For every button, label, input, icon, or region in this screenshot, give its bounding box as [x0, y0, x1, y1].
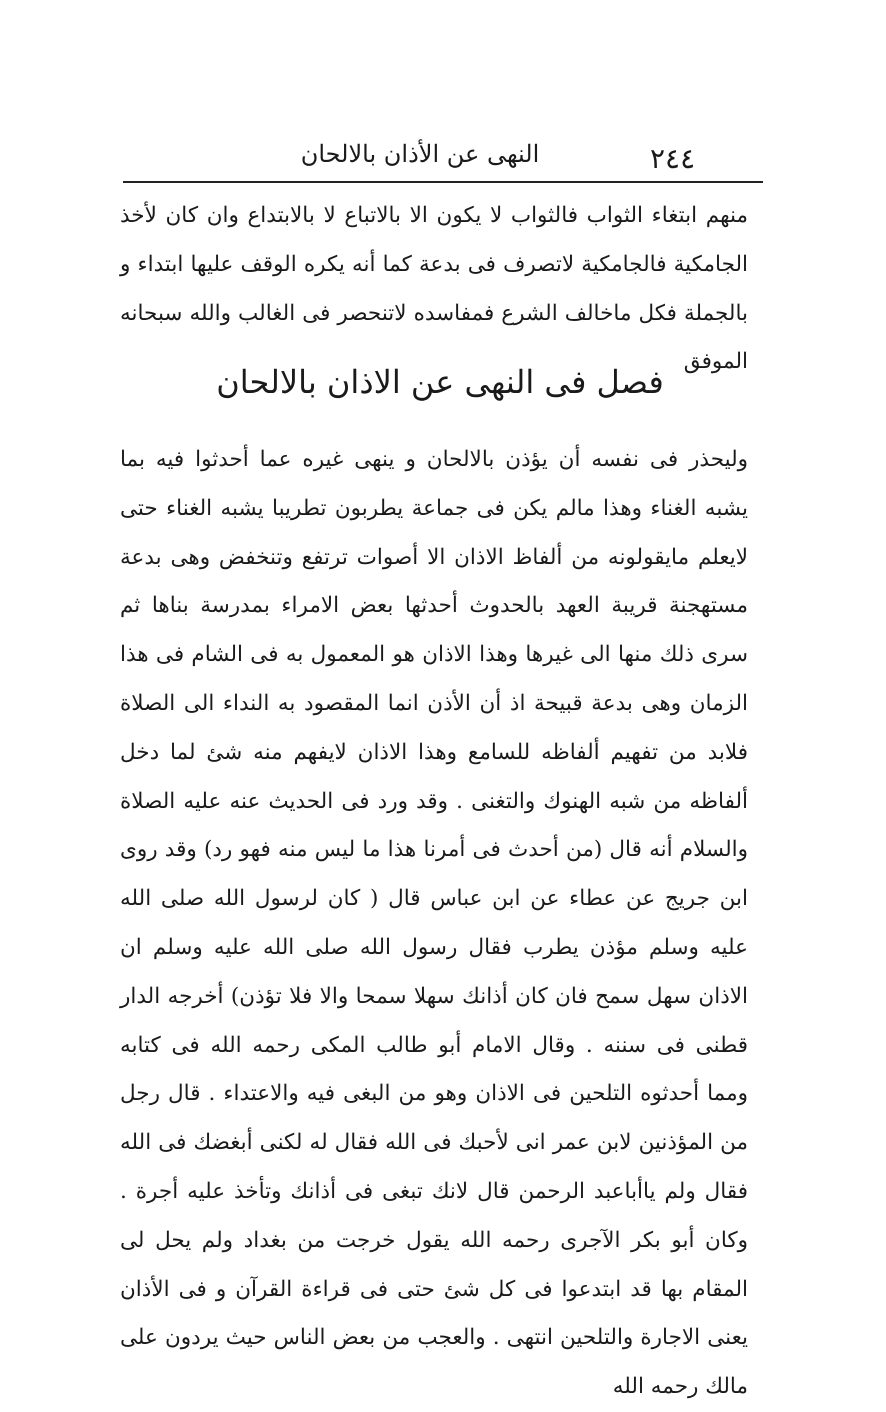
header-rule [123, 181, 763, 183]
section-heading: فصل فى النهى عن الاذان بالالحان [216, 363, 664, 401]
top-paragraph: منهم ابتغاء الثواب فالثواب لا يكون الا بالاتباع لا بالابتداع وان كان لأخذ الجامكية فالجامكية لاتصرف فى بدعة كما أنه يكره الوقف عليها ابتداء و بالجملة فكل ماخالف الشرع فمفاسده لاتنحصر فى الغالب والله سبحانه الموفق [120, 203, 748, 375]
page-number: ٢٤٤ [650, 142, 696, 175]
body-paragraph: وليحذر فى نفسه أن يؤذن بالالحان و ينهى غيره عما أحدثوا فيه بما يشبه الغناء وهذا مالم يكن فى جماعة يطربون تطريبا يشبه الغناء حتى لايعلم مايقولونه من ألفاظ الاذان الا أصوات ترتفع وتنخفض وهى بدعة مستهجنة قريبة العهد بالحدوث أحدثها بعض الامراء بمدرسة بناها ثم سرى ذلك منها الى غيرها وهذا الاذان هو المعمول به فى الشام فى هذا الزمان وهى بدعة قبيحة اذ أن الأذن انما المقصود به النداء الى الصلاة فلابد من تفهيم ألفاظه للسامع وهذا الاذان لايفهم منه شئ لما دخل ألفاظه من شبه الهنوك والتغنى . وقد ورد فى الحديث عنه عليه الصلاة والسلام أنه قال (من أحدث فى أمرنا هذا ما ليس منه فهو رد) وقد روى ابن جريج عن عطاء عن ابن عباس قال ( كان لرسول الله صلى الله عليه وسلم مؤذن يطرب فقال رسول الله صلى الله عليه وسلم ان الاذان سهل سمح فان كان أذانك سهلا سمحا والا فلا تؤذن) أخرجه الدار قطنى فى سننه . وقال الامام أبو طالب المكى رحمه الله فى كتابه ومما أحدثوه التلحين فى الاذان وهو من البغى فيه والاعتداء . قال رجل من المؤذنين لابن عمر انى لأحبك فى الله فقال له لكنى أبغضك فى الله فقال ولم ياأباعبد الرحمن قال لانك تبغى فى أذانك وتأخذ عليه أجرة . وكان أبو بكر الآجرى رحمه الله يقول خرجت من بغداد ولم يحل لى المقام بها قد ابتدعوا فى كل شئ حتى فى قراءة القرآن و فى الأذان يعنى الاجارة والتلحين انتهى . والعجب من بعض الناس حيث يردون على مالك رحمه الله [120, 447, 748, 1400]
main-text-block [120, 436, 748, 1412]
running-title: النهى عن الأذان بالالحان [300, 140, 540, 168]
